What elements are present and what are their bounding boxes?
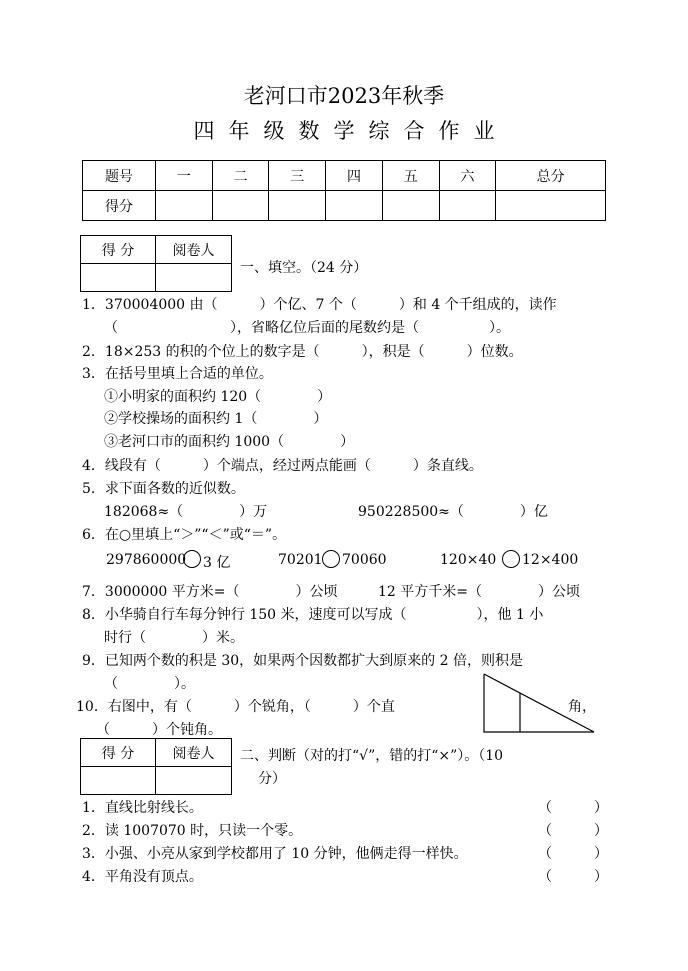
score-header-label: 题号	[83, 161, 156, 191]
section2-heading-line1: 二、判断（对的打“√”，错的打“×”）。（10	[240, 748, 504, 764]
q6-cmp2-right: 70060	[342, 552, 387, 568]
q6-cmp1-right: 3 亿	[203, 555, 231, 571]
score-col-total: 总分	[496, 161, 606, 191]
score-cell[interactable]	[156, 191, 213, 221]
q6-cmp2-left: 70201	[278, 552, 323, 568]
q10-line2: （ ）个钝角。	[96, 722, 222, 738]
q8-line1: 8．小华骑自行车每分钟行 150 米，速度可以写成（ ），他 1 小	[82, 607, 544, 623]
grader-label: 阅卷人	[156, 739, 232, 767]
q3-item3: ③老河口市的面积约 1000（ ）	[104, 434, 355, 450]
grader-score-cell[interactable]	[81, 264, 156, 292]
score-cell[interactable]	[439, 191, 496, 221]
q1-line1: 1．370004000 由（ ）个亿、7 个（ ）和 4 个千组成的，读作	[82, 297, 557, 313]
score-col-1: 一	[156, 161, 213, 191]
section2-heading-line2: 分）	[258, 771, 286, 787]
score-cell[interactable]	[326, 191, 383, 221]
grader-box-1	[80, 235, 232, 292]
score-cell[interactable]	[382, 191, 439, 221]
score-col-5: 五	[382, 161, 439, 191]
judge-item-3: 3．小强、小亮从家到学校都用了 10 分钟，他俩走得一样快。	[82, 846, 468, 862]
q6-cmp3-circle[interactable]	[502, 550, 520, 568]
score-table	[82, 160, 606, 221]
q9-line1: 9．已知两个数的积是 30，如果两个因数都扩大到原来的 2 倍，则积是	[82, 653, 523, 669]
score-cell[interactable]	[212, 191, 269, 221]
judge-item-4: 4．平角没有顶点。	[82, 869, 203, 885]
page-subtitle: 四年级数学综合作业	[193, 119, 509, 143]
q3-item1: ①小明家的面积约 120（ ）	[104, 389, 332, 405]
section1-heading: 一、填空。（24 分）	[240, 260, 368, 276]
grader-label: 阅卷人	[156, 236, 232, 264]
score-col-3: 三	[269, 161, 326, 191]
q10-line1: 10．右图中，有（ ）个锐角，（ ）个直	[76, 699, 395, 715]
judge-answer-4[interactable]: （ ）	[538, 869, 608, 885]
triangle-outline	[484, 674, 594, 732]
q5-item1: 182068≈（ ）万	[104, 504, 268, 520]
q9-line2: （ ）。	[104, 676, 195, 692]
grader-name-cell[interactable]	[156, 767, 232, 795]
q5-item2: 950228500≈（ ）亿	[358, 504, 548, 520]
q10-line1-end: 角，	[568, 699, 596, 715]
grader-score-cell[interactable]	[81, 767, 156, 795]
grader-score-label: 得 分	[81, 236, 156, 264]
q5-line: 5．求下面各数的近似数。	[82, 481, 245, 497]
judge-answer-3[interactable]: （ ）	[538, 846, 608, 862]
q6-cmp2-circle[interactable]	[322, 550, 340, 568]
score-col-4: 四	[326, 161, 383, 191]
grader-score-label: 得 分	[81, 739, 156, 767]
q6-cmp3-left: 120×40	[440, 552, 497, 568]
grader-box-2	[80, 738, 232, 795]
q8-line2: 时行（ ）米。	[104, 630, 244, 646]
score-cell[interactable]	[269, 191, 326, 221]
q4-line: 4．线段有（ ）个端点，经过两点能画（ ）条直线。	[82, 458, 483, 474]
q1-line2: （ ），省略亿位后面的尾数约是（ ）。	[104, 320, 510, 336]
q7-part2: 12 平方千米=（ ）公顷	[378, 584, 580, 600]
score-col-6: 六	[439, 161, 496, 191]
judge-answer-1[interactable]: （ ）	[538, 800, 608, 816]
page-title: 老河口市2023年秋季	[243, 84, 445, 108]
judge-item-1: 1．直线比射线长。	[82, 800, 203, 816]
score-row-label: 得分	[83, 191, 156, 221]
q6-line: 6．在○里填上“＞”“＜”或“＝”。	[82, 527, 287, 543]
triangle-figure	[480, 670, 600, 736]
judge-answer-2[interactable]: （ ）	[538, 823, 608, 839]
q6-cmp3-right: 12×400	[522, 552, 579, 568]
score-col-2: 二	[212, 161, 269, 191]
q2-line: 2．18×253 的积的个位上的数字是（ ），积是（ ）位数。	[82, 344, 523, 360]
q7-part1: 7．3000000 平方米=（ ）公顷	[82, 584, 338, 600]
grader-name-cell[interactable]	[156, 264, 232, 292]
q3-item2: ②学校操场的面积约 1（ ）	[104, 411, 328, 427]
score-cell[interactable]	[496, 191, 606, 221]
judge-item-2: 2．读 1007070 时，只读一个零。	[82, 823, 303, 839]
q3-line: 3．在括号里填上合适的单位。	[82, 366, 273, 382]
q6-cmp1-left: 297860000	[106, 552, 187, 568]
q6-cmp1-circle[interactable]	[183, 550, 201, 568]
